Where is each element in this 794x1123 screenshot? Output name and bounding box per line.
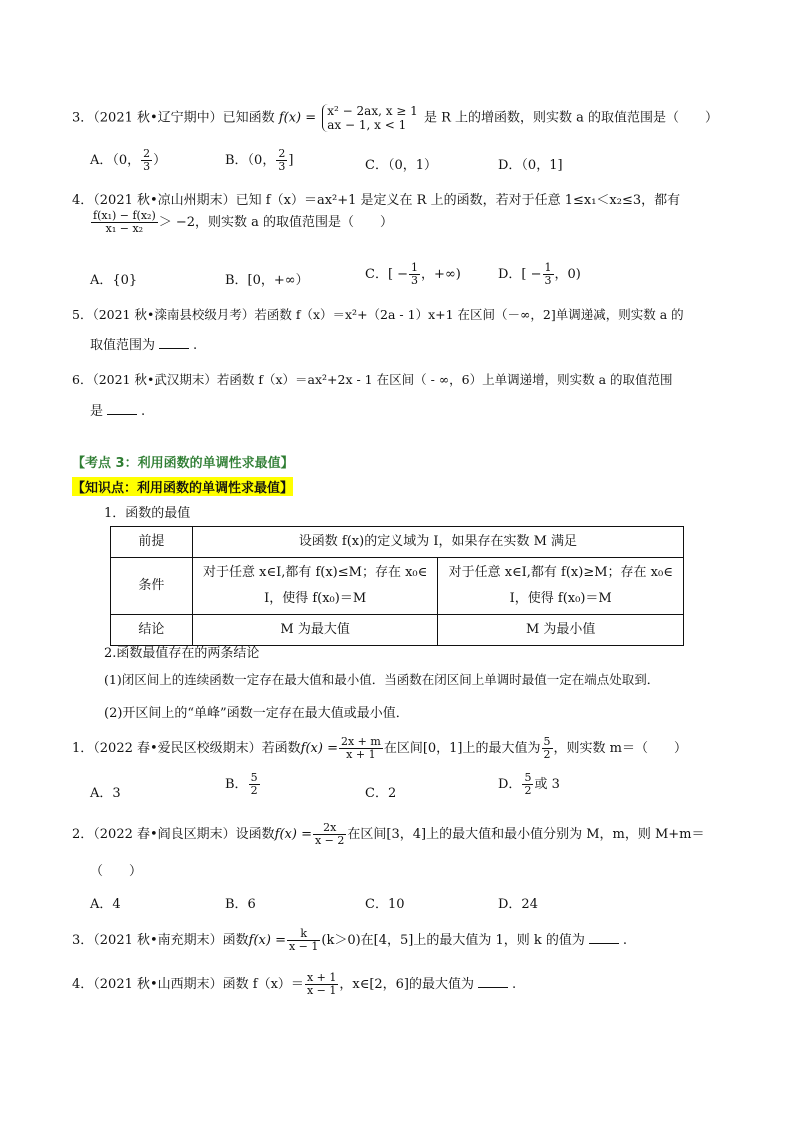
q4-option-c[interactable]: C．[ − $\frac{1}{3}$ ，+∞) [365,261,461,287]
piecewise-function: x² − 2ax, x ≥ 1 ax − 1, x < 1 [322,104,418,132]
conclusion-2: (2)开区间上的“单峰”函数一定存在最大值或最小值． [104,706,409,721]
table-row [111,527,684,558]
answer-blank[interactable] [159,336,189,349]
answer-blank[interactable] [589,931,619,944]
answer-blank[interactable] [478,975,508,988]
table-cell: M 为最大值 [192,615,438,646]
p1-option-a[interactable]: A．3 [90,786,121,801]
practice-2-stem: 2．（2022 春•阎良区期末）设函数f(x) = $\frac{2x}{x - 2}$ 在区间[3，4]上的最大值和最小值分别为 M，m，则 M+m＝ [72,821,705,847]
question-6-line2: 是 . [90,404,146,419]
table-cell: M 为最小值 [438,615,684,646]
table-cell: 对于任意 x∈I,都有 f(x)≤M；存在 x₀∈ I，使得 f(x₀)＝M [192,558,438,615]
question-3-stem: 3．（2021 秋•辽宁期中）已知函数 f(x) = x² − 2ax, x ≥ 1 ax − 1, x < 1 是 R 上的增函数，则实数 a 的取值范围是（ ） [72,104,719,132]
table-cell: 条件 [111,558,193,615]
table-row [111,615,684,646]
subheading-function-extrema: 1．函数的最值 [104,506,191,521]
q4-option-b[interactable]: B．[0，+∞） [225,273,309,288]
table-row [111,558,684,615]
extrema-definition-table [110,526,684,646]
question-5-line1: 5．（2021 秋•滦南县校级月考）若函数 f（x）＝x²+（2a - 1）x+1 在区间（－∞，2]单调递减，则实数 a 的 [72,307,684,322]
table-cell: 前提 [111,527,193,558]
question-4-stem-line1: 4．（2021 秋•凉山州期末）已知 f（x）＝ax²+1 是定义在 R 上的函数，若对于任意 1≤x₁＜x₂≤3，都有 [72,193,681,208]
q3-option-a[interactable]: A．（0， $\frac{2}{3}$ ） [90,147,167,173]
conclusion-1: (1)闭区间上的连续函数一定存在最大值和最小值．当函数在闭区间上单调时最值一定在端点处取到． [104,672,660,687]
conclusions-title: 2.函数最值存在的两条结论 [104,646,260,661]
table-cell: 设函数 f(x)的定义域为 I，如果存在实数 M 满足 [192,527,683,558]
answer-blank[interactable] [107,402,137,415]
q3-option-d[interactable]: D．（0，1] [498,158,563,173]
q4-option-a[interactable]: A．{0} [90,273,138,288]
table-cell: 对于任意 x∈I,都有 f(x)≥M；存在 x₀∈ I，使得 f(x₀)＝M [438,558,684,615]
practice-3-stem: 3．（2021 秋•南充期末）函数f(x) = $\frac{k}{x - 1}$ (k＞0)在[4，5]上的最大值为 1，则 k 的值为 . [72,927,628,953]
q3-option-b[interactable]: B．（0， $\frac{2}{3}$ ] [225,147,294,173]
p2-option-d[interactable]: D．24 [498,897,538,912]
practice-1-stem: 1．（2022 春•爱民区校级期末）若函数f(x) = $\frac{2x + m}{x + 1}$ 在区间[0，1]上的最大值为 $\frac{5}{2}$ ，则实数 m＝（ ） [72,735,687,761]
question-4-stem-line2: $\frac{\text{f(x₁) − f(x₂)}}{\text{x₁ − x₂}}$ ＞ −2，则实数 a 的取值范围是（ ） [93,209,394,235]
q4-option-d[interactable]: D．[ − $\frac{1}{3}$ ，0) [498,261,581,287]
p1-option-c[interactable]: C．2 [365,786,397,801]
kaodian-heading: 【考点 3：利用函数的单调性求最值】 [72,456,294,471]
p2-option-c[interactable]: C．10 [365,897,405,912]
q3-option-c[interactable]: C．（0，1） [365,158,437,173]
table-cell: 结论 [111,615,193,646]
question-6-line1: 6．（2021 秋•武汉期末）若函数 f（x）＝ax²+2x - 1 在区间（ - ∞，6）上单调递增，则实数 a 的取值范围 [72,372,673,387]
zhishidian-heading: 【知识点：利用函数的单调性求最值】 [72,477,293,496]
practice-4-stem: 4．（2021 秋•山西期末）函数 f（x）＝ $\frac{x + 1}{x - 1}$ ，x∈[2，6]的最大值为 . [72,971,517,997]
practice-2-paren: （ ） [90,864,143,879]
question-5-line2: 取值范围为 . [90,338,198,353]
p2-option-b[interactable]: B．6 [225,897,256,912]
p1-option-b[interactable]: B． $\frac{5}{2}$ [225,771,258,797]
p2-option-a[interactable]: A．4 [90,897,121,912]
p1-option-d[interactable]: D． $\frac{5}{2}$ 或 3 [498,771,560,797]
